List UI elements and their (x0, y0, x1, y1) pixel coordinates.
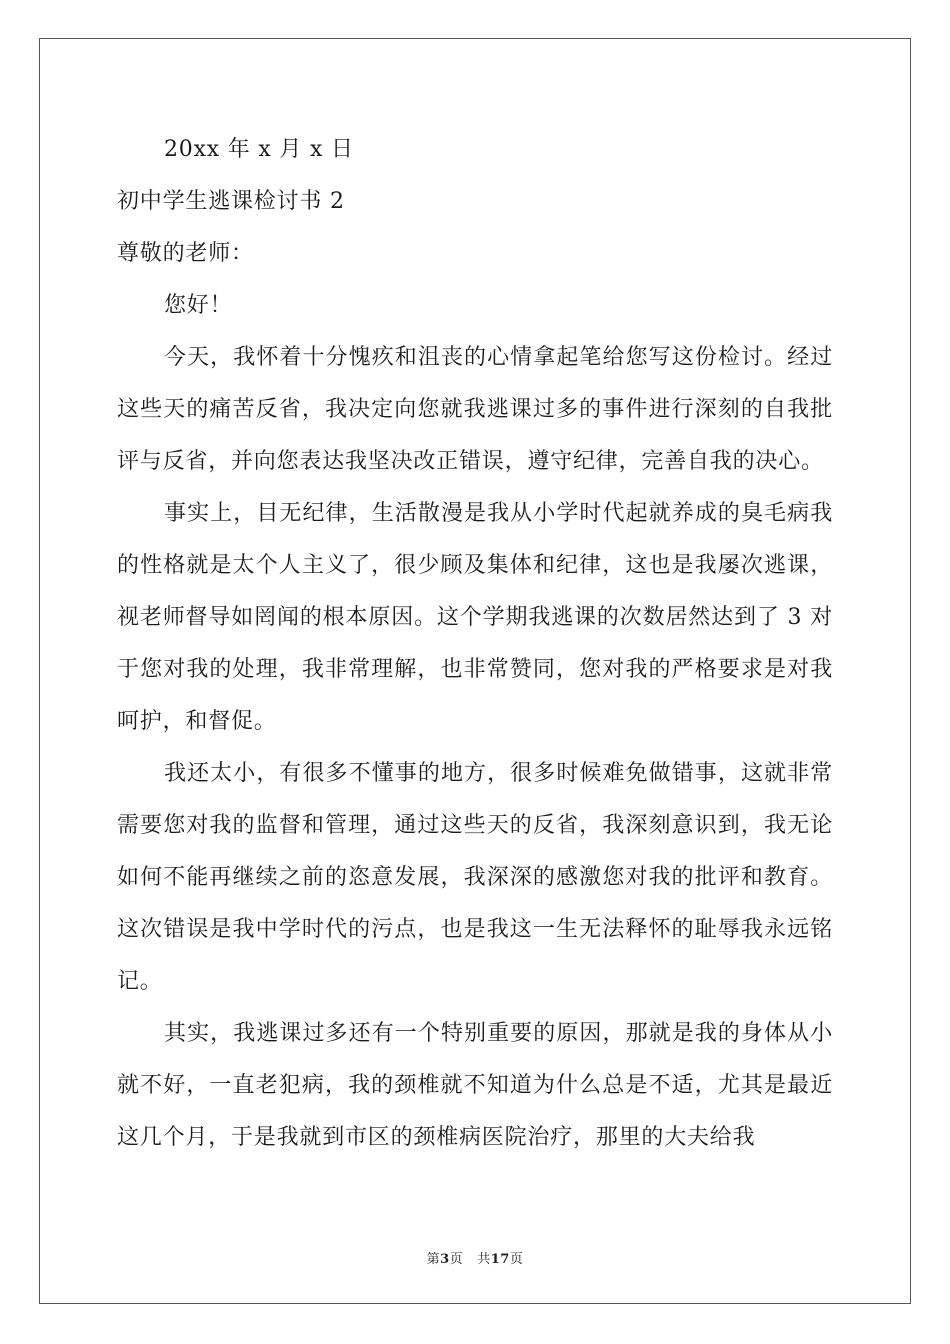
page-prefix: 第 (426, 1252, 441, 1267)
salutation: 尊敬的老师： (117, 241, 254, 266)
paragraph-2: 事实上，目无纪律，生活散漫是我从小学时代起就养成的臭毛病我的性格就是太个人主义了，很少顾及集体和纪律，这也是我屡次逃课，视老师督导如罔闻的根本原因。这个学期我逃课的次数居然达到了 3 对于您对我的处理，我非常理解，也非常赞同，您对我的严格要求是对我呵护，和督促。 (117, 501, 833, 734)
page-total: 17 (490, 1252, 510, 1267)
paragraph-3: 我还太小，有很多不懂事的地方，很多时候难免做错事，这就非常需要您对我的监督和管理，通过这些天的反省，我深刻意识到，我无论如何不能再继续之前的恣意发展，我深深的感激您对我的批评和教育。这次错误是我中学时代的污点，也是我这一生无法释怀的耻辱我永远铭记。 (117, 761, 833, 994)
page-footer (0, 1248, 950, 1267)
document-title: 初中学生逃课检讨书 2 (117, 189, 345, 214)
document-body (117, 124, 833, 1164)
page-current: 3 (440, 1252, 450, 1267)
date-line: 20xx 年 x 月 x 日 (164, 137, 354, 162)
total-prefix: 共 (477, 1252, 491, 1267)
paragraph-4: 其实，我逃课过多还有一个特别重要的原因，那就是我的身体从小就不好，一直老犯病，我的颈椎就不知道为什么总是不适，尤其是最近这几个月，于是我就到市区的颈椎病医院治疗，那里的大夫给我 (117, 1021, 833, 1150)
greeting: 您好！ (164, 293, 233, 318)
total-suffix: 页 (509, 1252, 524, 1267)
paragraph-1: 今天，我怀着十分愧疚和沮丧的心情拿起笔给您写这份检讨。经过这些天的痛苦反省，我决定向您就我逃课过多的事件进行深刻的自我批评与反省，并向您表达我坚决改正错误，遵守纪律，完善自我的决心。 (117, 345, 833, 474)
page-suffix: 页 (449, 1252, 464, 1267)
